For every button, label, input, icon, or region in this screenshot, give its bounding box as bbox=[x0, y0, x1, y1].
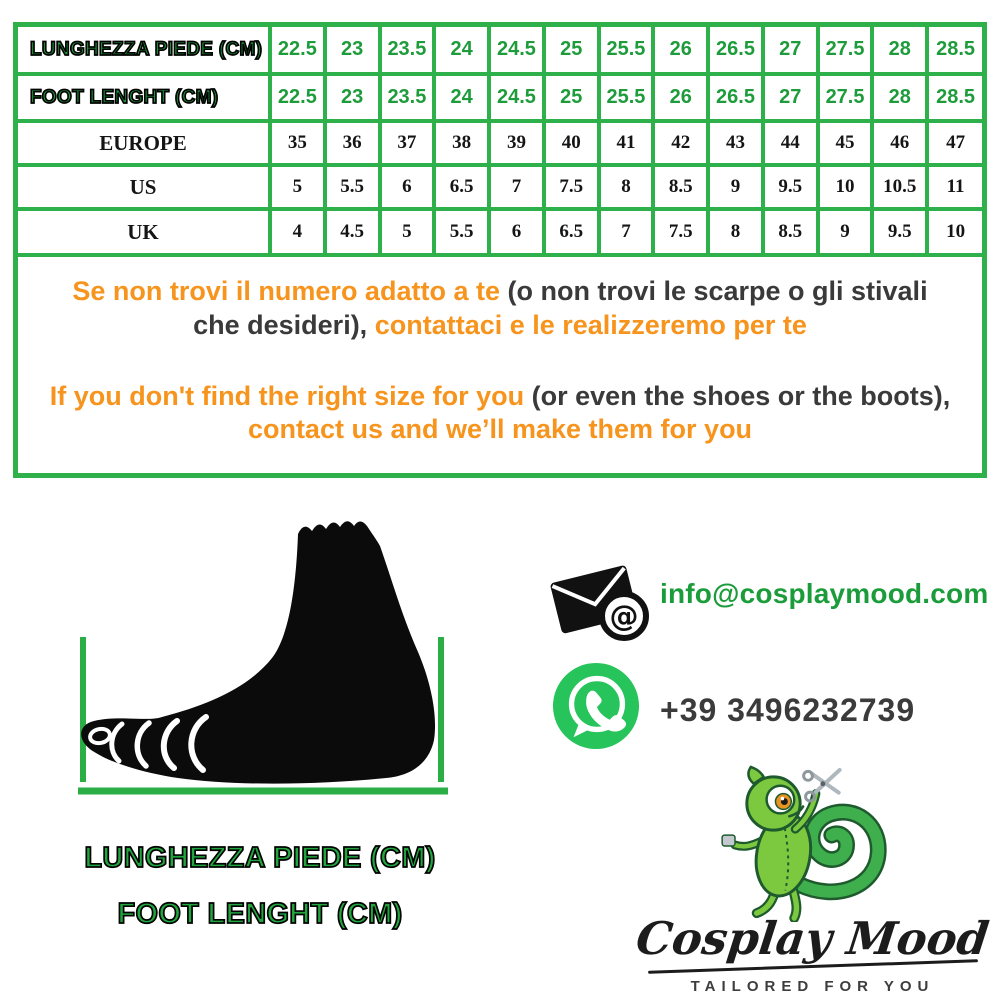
size-cell: 47 bbox=[927, 121, 982, 165]
phone-number[interactable]: +39 3496232739 bbox=[660, 692, 916, 728]
notice-italian bbox=[46, 275, 954, 342]
size-cell: 24.5 bbox=[489, 27, 544, 74]
size-cell: 25 bbox=[544, 74, 599, 121]
notice-english bbox=[46, 380, 954, 447]
size-cell: 5.5 bbox=[325, 165, 380, 209]
size-cell: 6.5 bbox=[544, 209, 599, 253]
size-cell: 5.5 bbox=[434, 209, 489, 253]
row-label: LUNGHEZZA PIEDE (CM) bbox=[18, 27, 270, 74]
size-cell: 46 bbox=[872, 121, 927, 165]
size-cell: 26.5 bbox=[708, 74, 763, 121]
svg-text:@: @ bbox=[609, 599, 639, 633]
notice-italian-orange-2: contattaci e le realizzeremo per te bbox=[374, 309, 807, 340]
size-cell: 9.5 bbox=[872, 209, 927, 253]
size-cell: 23 bbox=[325, 27, 380, 74]
notice-italian-dark: (o non trovi le scarpe o gli stivali che desideri), bbox=[193, 276, 928, 340]
size-cell: 45 bbox=[818, 121, 873, 165]
size-cell: 11 bbox=[927, 165, 982, 209]
notice-english-orange-1: If you don't find the right size for you bbox=[49, 381, 532, 411]
size-chart-box bbox=[13, 22, 987, 478]
size-cell: 8 bbox=[599, 165, 654, 209]
size-cell: 22.5 bbox=[270, 27, 325, 74]
size-cell: 7.5 bbox=[544, 165, 599, 209]
table-row bbox=[18, 27, 982, 74]
size-cell: 8.5 bbox=[763, 209, 818, 253]
size-cell: 24 bbox=[434, 27, 489, 74]
size-cell: 5 bbox=[270, 165, 325, 209]
size-cell: 28.5 bbox=[927, 27, 982, 74]
size-cell: 24 bbox=[434, 74, 489, 121]
notice-english-dark: (or even the shoes or the boots), bbox=[531, 381, 951, 411]
size-cell: 23.5 bbox=[380, 27, 435, 74]
size-cell: 27 bbox=[763, 74, 818, 121]
size-cell: 9 bbox=[708, 165, 763, 209]
size-cell: 35 bbox=[270, 121, 325, 165]
size-cell: 8.5 bbox=[653, 165, 708, 209]
size-cell: 38 bbox=[434, 121, 489, 165]
table-row bbox=[18, 165, 982, 209]
row-label: US bbox=[18, 165, 270, 209]
size-cell: 6 bbox=[489, 209, 544, 253]
size-cell: 7.5 bbox=[653, 209, 708, 253]
size-cell: 25.5 bbox=[599, 74, 654, 121]
size-cell: 6.5 bbox=[434, 165, 489, 209]
foot-silhouette bbox=[58, 512, 458, 812]
size-cell: 9.5 bbox=[763, 165, 818, 209]
size-cell: 24.5 bbox=[489, 74, 544, 121]
size-cell: 27.5 bbox=[818, 74, 873, 121]
envelope-at-icon bbox=[546, 556, 654, 649]
size-table-body bbox=[18, 27, 982, 253]
size-cell: 43 bbox=[708, 121, 763, 165]
size-cell: 10 bbox=[927, 209, 982, 253]
size-cell: 25.5 bbox=[599, 27, 654, 74]
size-cell: 8 bbox=[708, 209, 763, 253]
size-cell: 27.5 bbox=[818, 27, 873, 74]
size-cell: 25 bbox=[544, 27, 599, 74]
foot-measurement-figure bbox=[58, 512, 458, 812]
size-cell: 44 bbox=[763, 121, 818, 165]
size-cell: 5 bbox=[380, 209, 435, 253]
table-row bbox=[18, 209, 982, 253]
size-cell: 40 bbox=[544, 121, 599, 165]
size-cell: 39 bbox=[489, 121, 544, 165]
size-cell: 26.5 bbox=[708, 27, 763, 74]
size-cell: 4.5 bbox=[325, 209, 380, 253]
foot-shape bbox=[81, 521, 435, 783]
size-cell: 7 bbox=[489, 165, 544, 209]
email-address[interactable]: info@cosplaymood.com bbox=[660, 578, 989, 609]
size-cell: 36 bbox=[325, 121, 380, 165]
whatsapp-icon bbox=[552, 662, 640, 755]
size-cell: 26 bbox=[653, 74, 708, 121]
size-cell: 23 bbox=[325, 74, 380, 121]
size-cell: 9 bbox=[818, 209, 873, 253]
notice-box bbox=[18, 253, 982, 465]
size-cell: 10.5 bbox=[872, 165, 927, 209]
brand-tagline: TAILORED FOR YOU bbox=[690, 978, 935, 995]
measure-label-italian: LUNGHEZZA PIEDE (CM) bbox=[84, 842, 436, 874]
measure-label-english: FOOT LENGHT (CM) bbox=[117, 898, 403, 930]
size-cell: 37 bbox=[380, 121, 435, 165]
row-label: EUROPE bbox=[18, 121, 270, 165]
size-chart-table bbox=[18, 27, 982, 253]
table-row bbox=[18, 74, 982, 121]
size-cell: 27 bbox=[763, 27, 818, 74]
row-label: UK bbox=[18, 209, 270, 253]
size-cell: 28.5 bbox=[927, 74, 982, 121]
row-label: FOOT LENGHT (CM) bbox=[18, 74, 270, 121]
notice-italian-orange-1: Se non trovi il numero adatto a te bbox=[72, 276, 508, 307]
size-cell: 4 bbox=[270, 209, 325, 253]
size-cell: 28 bbox=[872, 27, 927, 74]
size-cell: 6 bbox=[380, 165, 435, 209]
brand-name: Cosplay Mood bbox=[633, 912, 992, 965]
size-cell: 23.5 bbox=[380, 74, 435, 121]
size-cell: 7 bbox=[599, 209, 654, 253]
size-cell: 41 bbox=[599, 121, 654, 165]
size-cell: 42 bbox=[653, 121, 708, 165]
notice-english-orange-2: contact us and we’ll make them for you bbox=[247, 414, 753, 445]
size-cell: 26 bbox=[653, 27, 708, 74]
size-cell: 28 bbox=[872, 74, 927, 121]
size-cell: 22.5 bbox=[270, 74, 325, 121]
table-row bbox=[18, 121, 982, 165]
brand-logo bbox=[630, 764, 995, 995]
chameleon-mascot-icon bbox=[708, 764, 918, 922]
size-cell: 10 bbox=[818, 165, 873, 209]
